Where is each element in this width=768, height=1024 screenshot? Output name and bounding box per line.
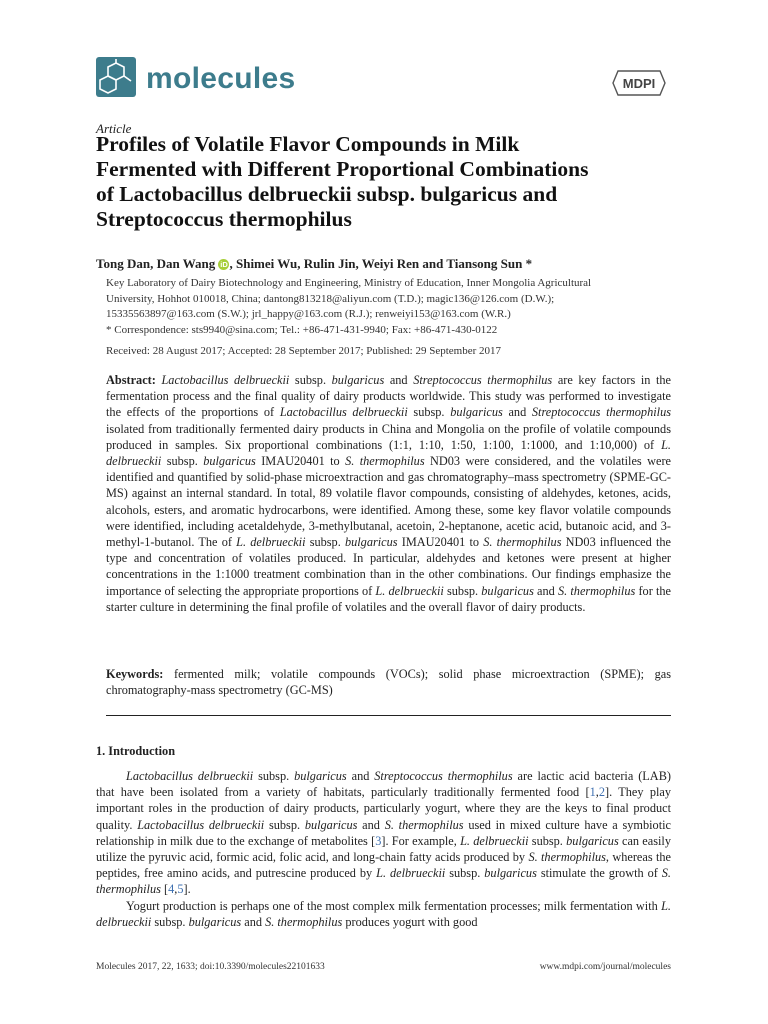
divider — [106, 715, 671, 716]
journal-name: molecules — [146, 62, 296, 95]
title-line-2: Fermented with Different Proportional Combinations — [96, 157, 589, 181]
affiliation-line-1: Key Laboratory of Dairy Biotechnology and Engineering, Ministry of Education, Inner Mongolia Agricultural — [106, 277, 592, 289]
correspondence: * Correspondence: sts9940@sina.com; Tel.: +86-471-431-9940; Fax: +86-471-430-0122 — [106, 323, 498, 336]
paragraph: Yogurt production is perhaps one of the most complex milk fermentation processes; milk fermentation with L. delbrueckii subsp. bulgaricus and S. thermophilus produces yogurt with good — [96, 898, 671, 929]
title-line-1: Profiles of Volatile Flavor Compounds in Milk — [96, 132, 520, 156]
affiliation-line-3: 15335563897@163.com (S.W.); jrl_happy@163.com (R.J.); renweiyi153@163.com (W.R.) — [106, 308, 511, 320]
citation-link[interactable]: 2 — [598, 785, 605, 800]
footer-citation: Molecules 2017, 22, 1633; doi:10.3390/molecules22101633 — [96, 962, 325, 972]
title-line-3: of Lactobacillus delbrueckii subsp. bulgaricus and — [96, 182, 558, 206]
keywords — [106, 666, 671, 698]
author-list — [96, 256, 532, 272]
affiliation-line-2: University, Hohhot 010018, China; dantong813218@aliyun.com (T.D.); magic136@126.com (D.W.); — [106, 292, 555, 305]
citation-link[interactable]: 1 — [589, 785, 596, 800]
abstract-label: Abstract: — [106, 373, 156, 387]
page-footer — [96, 962, 671, 972]
citation-link[interactable]: 4 — [168, 882, 175, 897]
publication-dates: Received: 28 August 2017; Accepted: 28 September 2017; Published: 29 September 2017 — [106, 345, 502, 357]
authors-part-2: , Shimei Wu, Rulin Jin, Weiyi Ren and Tiansong Sun * — [229, 256, 533, 271]
orcid-icon[interactable]: iD — [220, 260, 228, 269]
paragraph: Lactobacillus delbrueckii subsp. bulgaricus and Streptococcus thermophilus are lactic acid bacteria (LAB) that have been isolated from a variety of habitats, particularly traditionally fermented food [1,2]. They play important roles in the production of dairy products, particularly yogurt, where they are the keys to final product quality. Lactobacillus delbrueckii subsp. bulgaricus and S. thermophilus used in mixed culture have a symbiotic relationship in milk due to the exchange of metabolites [3]. For example, L. delbrueckii subsp. bulgaricus can easily utilize the pyruvic acid, formic acid, folic acid, and long-chain fatty acids produced by S. thermophilus, whereas the peptides, free amino acids, and putrescine produced by L. delbrueckii subsp. bulgaricus stimulate the growth of S. thermophilus [4,5]. — [96, 769, 672, 897]
authors-part-1: Tong Dan, Dan Wang — [96, 256, 219, 271]
keywords-label: Keywords: — [106, 667, 164, 681]
publisher-logo — [612, 70, 666, 96]
section-heading: 1. Introduction — [96, 744, 176, 758]
introduction-body — [96, 768, 671, 930]
affiliation-block — [106, 276, 686, 338]
publisher-name: MDPI — [622, 76, 656, 91]
footer-url[interactable]: www.mdpi.com/journal/molecules — [539, 962, 671, 972]
citation-link[interactable]: 3 — [375, 833, 382, 848]
article-type: Article — [96, 121, 132, 136]
journal-logo-icon — [96, 57, 136, 97]
keywords-text: fermented milk; volatile compounds (VOCs); solid phase microextraction (SPME); gas chromatography-mass spectrometry (GC-MS) — [106, 667, 671, 698]
citation-link[interactable]: 5 — [177, 882, 184, 897]
paper-title — [96, 132, 696, 232]
abstract: Abstract: Lactobacillus delbrueckii subsp. bulgaricus and Streptococcus thermophilus are key factors in the fermentation process and the final quality of dairy products worldwide. This study was performed to investigate the effects of the proportions of Lactobacillus delbrueckii subsp. bulgaricus and Streptococcus thermophilus isolated from traditionally fermented dairy products in China and Mongolia on the profile of volatile compounds produced in samples. Six proportional combinations (1:1, 1:10, 1:50, 1:100, 1:1000, and 1:10,000) of L. delbrueckii subsp. bulgaricus IMAU20401 to S. thermophilus ND03 were considered, and the volatiles were identified and quantified by solid-phase microextraction and gas chromatography–mass spectrometry (SPME-GC-MS) against an internal standard. In total, 89 volatile flavor compounds, consisting of aldehydes, ketones, acids, alcohols, esters, and aromatic hydrocarbons, were identified. Among these, some key flavor volatile compounds were identified, including acetaldehyde, 3-methylbutanal, acetoin, 2-heptanone, acetic acid, butanoic acid, and 3-methyl-1-butanol. The of L. delbrueckii subsp. bulgaricus IMAU20401 to S. thermophilus ND03 influenced the type and concentration of volatiles produced. In particular, aldehydes and ketones were present at higher concentrations in the 1:1000 treatment combination than in the other combinations. Our findings emphasize the importance of selecting the appropriate proportions of L. delbrueckii subsp. bulgaricus and S. thermophilus for the starter culture in determining the final profile of volatiles and the overall flavor of dairy products. — [106, 373, 672, 614]
title-line-4: Streptococcus thermophilus — [96, 207, 352, 231]
